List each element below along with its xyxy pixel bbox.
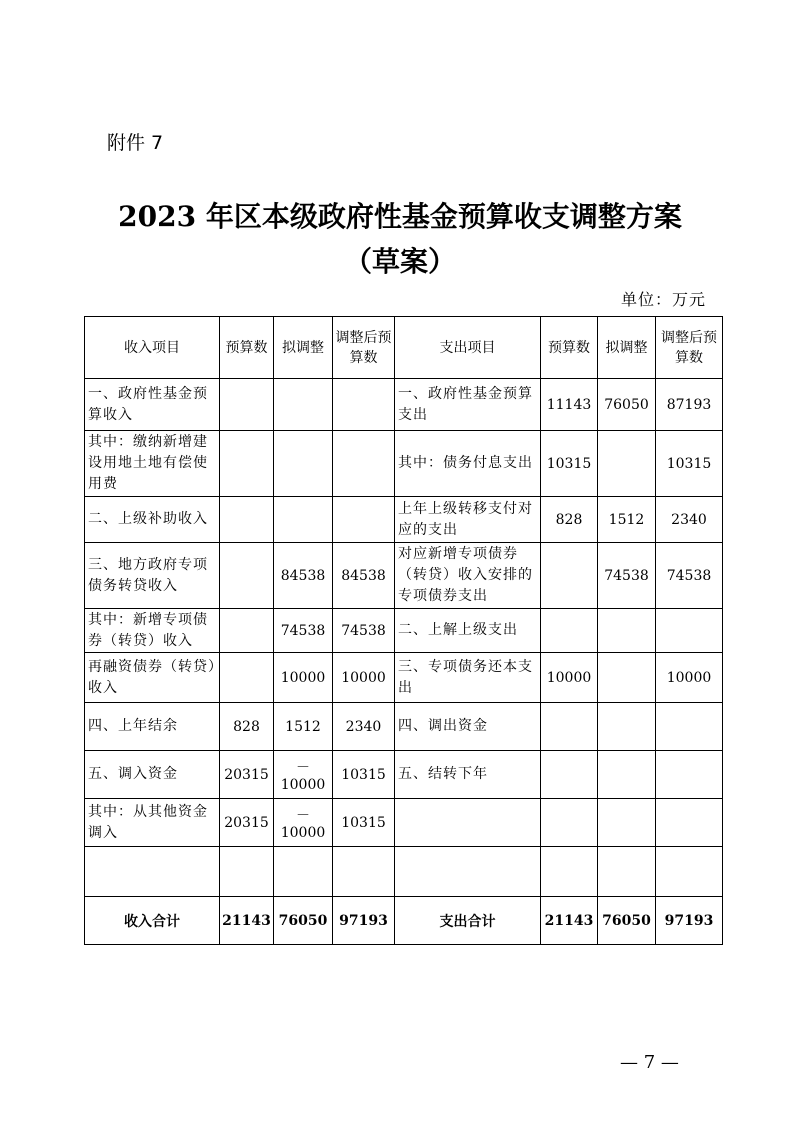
value-cell	[598, 431, 656, 497]
expense-total-budget: 21143	[541, 897, 598, 945]
value-cell: 74538	[274, 609, 333, 653]
table-row	[85, 431, 723, 497]
value-cell	[220, 543, 274, 609]
item-cell: 对应新增专项债券（转贷）收入安排的专项债券支出	[395, 543, 541, 609]
header-expense-item: 支出项目	[395, 317, 541, 379]
expense-total-label: 支出合计	[395, 897, 541, 945]
value-cell	[333, 379, 395, 431]
table-row	[85, 379, 723, 431]
value-cell: 76050	[598, 379, 656, 431]
item-cell: 五、结转下年	[395, 751, 541, 799]
value-cell	[656, 703, 723, 751]
value-cell	[274, 431, 333, 497]
value-cell	[274, 847, 333, 897]
unit-label: 单位：万元	[620, 290, 706, 309]
expense-total-adjusted: 97193	[656, 897, 723, 945]
value-cell: 10315	[541, 431, 598, 497]
value-cell	[541, 847, 598, 897]
header-income-budget: 预算数	[220, 317, 274, 379]
value-cell	[598, 751, 656, 799]
value-cell	[598, 653, 656, 703]
value-cell	[333, 431, 395, 497]
value-cell: 1512	[598, 497, 656, 543]
value-cell	[656, 751, 723, 799]
item-cell: 三、专项债务还本支出	[395, 653, 541, 703]
value-cell	[220, 847, 274, 897]
item-cell: 其中：债务付息支出	[395, 431, 541, 497]
value-cell: 20315	[220, 751, 274, 799]
table-row	[85, 703, 723, 751]
value-cell: 74538	[598, 543, 656, 609]
attachment-label: 附件 7	[107, 132, 164, 154]
value-cell: 10315	[656, 431, 723, 497]
item-cell: 三、地方政府专项债务转贷收入	[85, 543, 220, 609]
value-cell	[598, 609, 656, 653]
page-subtitle: （草案）	[343, 245, 456, 278]
item-cell: 一、政府性基金预算收入	[85, 379, 220, 431]
value-cell: 1512	[274, 703, 333, 751]
income-total-adjusted: 97193	[333, 897, 395, 945]
item-cell: 二、上级补助收入	[85, 497, 220, 543]
value-cell: 828	[541, 497, 598, 543]
item-cell: 再融资债券（转贷）收入	[85, 653, 220, 703]
page-number: — 7 —	[620, 1052, 679, 1073]
value-cell	[220, 497, 274, 543]
item-cell: 四、调出资金	[395, 703, 541, 751]
value-cell	[333, 497, 395, 543]
table-header-row	[85, 317, 723, 379]
expense-total-adjust: 76050	[598, 897, 656, 945]
value-cell	[541, 543, 598, 609]
value-cell	[220, 379, 274, 431]
value-cell: 11143	[541, 379, 598, 431]
value-cell	[220, 431, 274, 497]
value-cell	[541, 703, 598, 751]
value-cell: 10000	[333, 653, 395, 703]
value-cell	[541, 751, 598, 799]
value-cell: 84538	[274, 543, 333, 609]
total-row	[85, 897, 723, 945]
value-cell: 2340	[656, 497, 723, 543]
item-cell: 其中：缴纳新增建设用地土地有偿使用费	[85, 431, 220, 497]
value-cell: 10000	[541, 653, 598, 703]
value-cell	[656, 847, 723, 897]
value-cell: 10315	[333, 799, 395, 847]
value-cell	[541, 799, 598, 847]
value-cell: 828	[220, 703, 274, 751]
item-cell: 其中：新增专项债券（转贷）收入	[85, 609, 220, 653]
value-cell: 10315	[333, 751, 395, 799]
value-cell	[598, 847, 656, 897]
header-income-item: 收入项目	[85, 317, 220, 379]
item-cell: 上年上级转移支付对应的支出	[395, 497, 541, 543]
item-cell: 二、上解上级支出	[395, 609, 541, 653]
header-income-adjusted: 调整后预算数	[333, 317, 395, 379]
table-row	[85, 497, 723, 543]
income-total-budget: 21143	[220, 897, 274, 945]
header-income-adjust: 拟调整	[274, 317, 333, 379]
value-cell	[333, 847, 395, 897]
value-cell: －10000	[274, 799, 333, 847]
value-cell	[220, 653, 274, 703]
header-expense-adjust: 拟调整	[598, 317, 656, 379]
value-cell	[656, 609, 723, 653]
value-cell: 74538	[333, 609, 395, 653]
item-cell: 其中：从其他资金调入	[85, 799, 220, 847]
table-row	[85, 609, 723, 653]
table-row	[85, 847, 723, 897]
budget-table	[84, 316, 723, 945]
value-cell: 20315	[220, 799, 274, 847]
value-cell	[220, 609, 274, 653]
value-cell: 87193	[656, 379, 723, 431]
table-row	[85, 653, 723, 703]
value-cell: 84538	[333, 543, 395, 609]
page-title: 2023 年区本级政府性基金预算收支调整方案	[118, 200, 682, 233]
item-cell: 四、上年结余	[85, 703, 220, 751]
value-cell	[656, 799, 723, 847]
header-expense-adjusted: 调整后预算数	[656, 317, 723, 379]
value-cell: 74538	[656, 543, 723, 609]
value-cell: 10000	[656, 653, 723, 703]
item-cell: 五、调入资金	[85, 751, 220, 799]
income-total-adjust: 76050	[274, 897, 333, 945]
value-cell	[274, 379, 333, 431]
item-cell: 一、政府性基金预算支出	[395, 379, 541, 431]
value-cell: －10000	[274, 751, 333, 799]
income-total-label: 收入合计	[85, 897, 220, 945]
table-row	[85, 799, 723, 847]
item-cell	[85, 847, 220, 897]
value-cell	[541, 609, 598, 653]
table-row	[85, 751, 723, 799]
value-cell: 2340	[333, 703, 395, 751]
value-cell	[598, 799, 656, 847]
value-cell: 10000	[274, 653, 333, 703]
value-cell	[274, 497, 333, 543]
table-row	[85, 543, 723, 609]
item-cell	[395, 847, 541, 897]
item-cell	[395, 799, 541, 847]
value-cell	[598, 703, 656, 751]
header-expense-budget: 预算数	[541, 317, 598, 379]
